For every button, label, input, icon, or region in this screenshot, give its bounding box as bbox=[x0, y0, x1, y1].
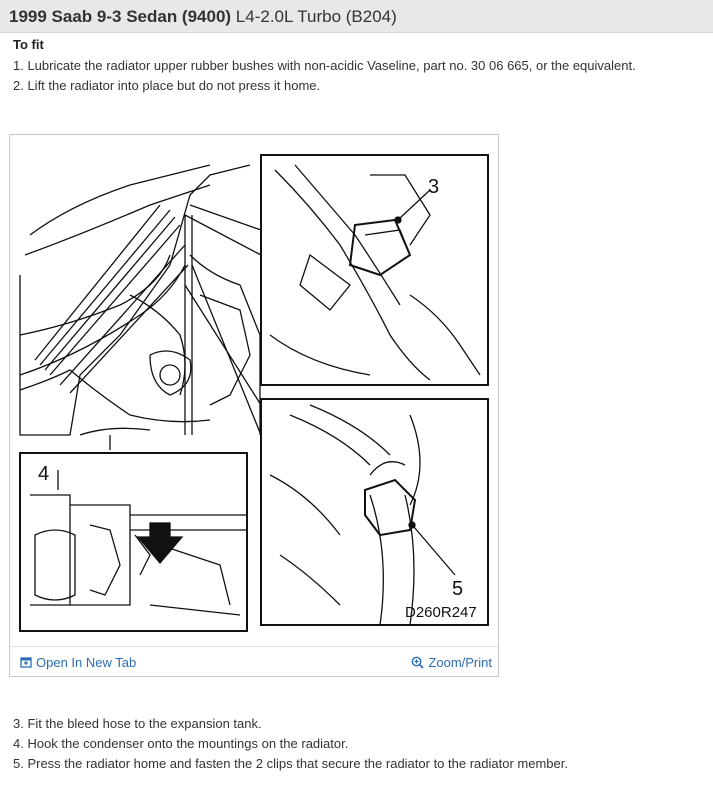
page-title bbox=[0, 0, 713, 33]
step-4: 4. Hook the condenser onto the mountings on the radiator. bbox=[13, 736, 349, 751]
step-1: 1. Lubricate the radiator upper rubber bushes with non-acidic Vaseline, part no. 30 06 665, or the equivalent. bbox=[13, 58, 636, 73]
callout-3: 3 bbox=[428, 176, 440, 198]
diagram-code: D260R247 bbox=[405, 604, 477, 621]
open-in-new-tab-label: Open In New Tab bbox=[36, 655, 137, 670]
step-5: 5. Press the radiator home and fasten the 2 clips that secure the radiator to the radiator member. bbox=[13, 756, 568, 771]
radiator-illustration bbox=[10, 135, 498, 645]
callout-4: 4 bbox=[38, 463, 50, 485]
step-2: 2. Lift the radiator into place but do not press it home. bbox=[13, 78, 321, 93]
open-in-new-tab-link[interactable] bbox=[20, 655, 136, 671]
callout-5: 5 bbox=[452, 578, 464, 600]
steps-list-top bbox=[13, 56, 636, 96]
zoom-print-label: Zoom/Print bbox=[428, 655, 492, 670]
figure-panel bbox=[9, 134, 499, 677]
external-window-icon bbox=[20, 656, 32, 671]
steps-list-bottom bbox=[13, 714, 568, 774]
title-engine: L4-2.0L Turbo (B204) bbox=[231, 7, 397, 26]
zoom-print-link[interactable] bbox=[411, 655, 492, 672]
magnifier-plus-icon bbox=[411, 656, 424, 672]
step-3: 3. Fit the bleed hose to the expansion tank. bbox=[13, 716, 262, 731]
section-heading: To fit bbox=[13, 37, 44, 52]
title-vehicle: 1999 Saab 9-3 Sedan (9400) bbox=[9, 7, 232, 26]
figure-footer bbox=[10, 646, 498, 677]
